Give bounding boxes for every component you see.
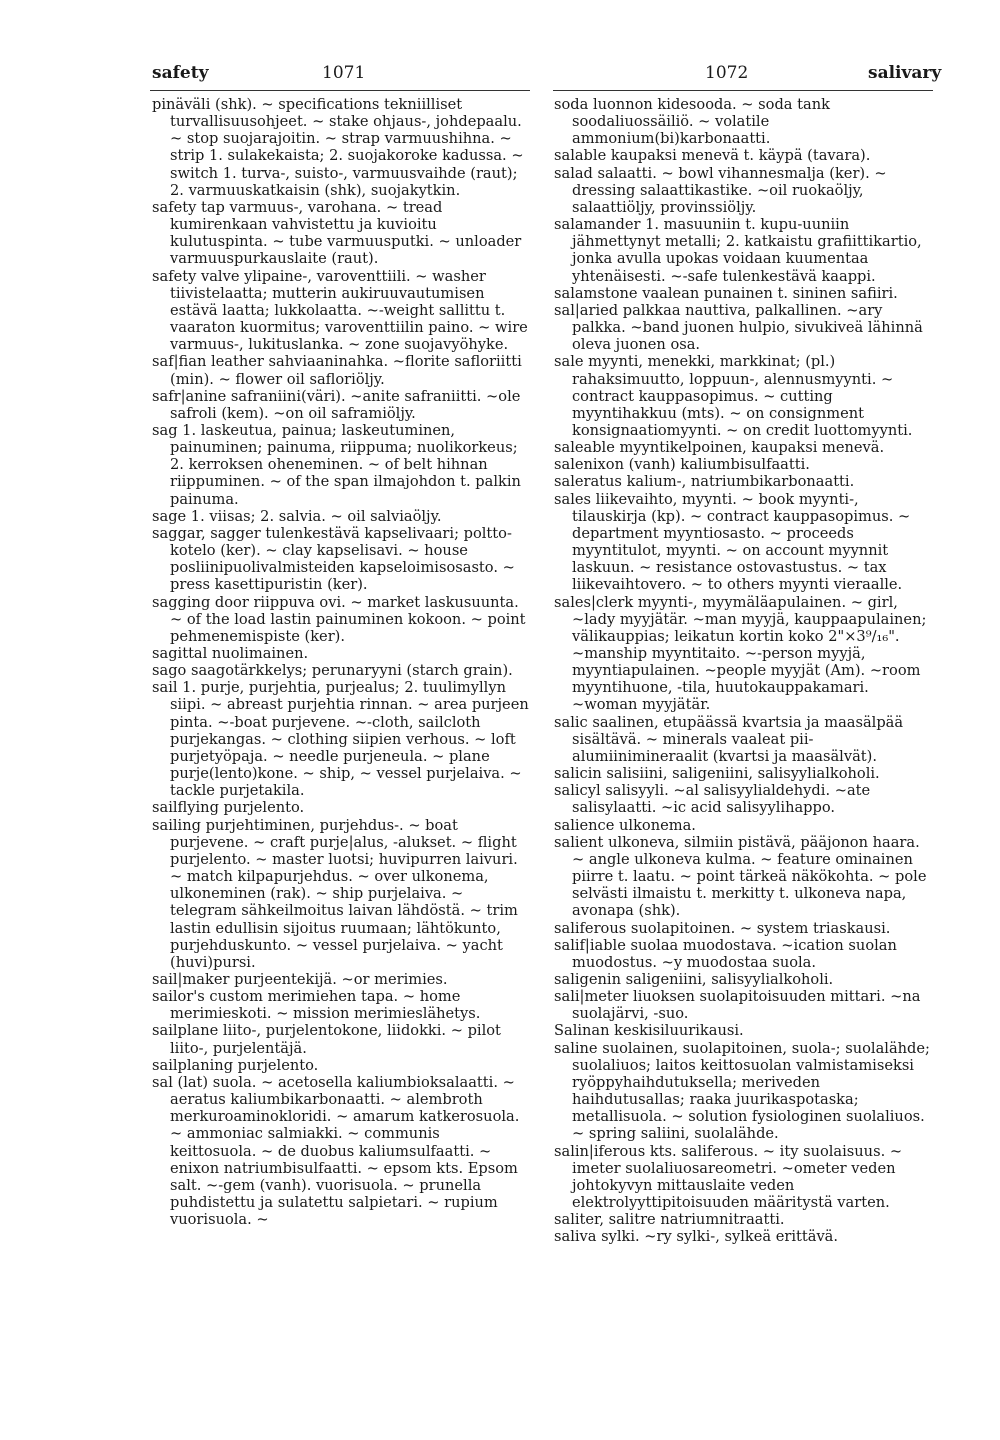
header-rule-right — [553, 90, 933, 91]
dictionary-entry: pinäväli (shk). ~ specifications tekniilliset turvallisuusohjeet. ~ stake ohjaus-, johdepaalu. ~ stop suojarajoitin. ~ strap varmuushihna. ~ strip 1. sulakekaista; 2. suojakoroke kadussa. ~ switch 1. turva-, suisto-, varmuusvaihde (raut); 2. varmuuskatkaisin (shk), suojakytkin. — [152, 96, 524, 199]
dictionary-entry: salience ulkonema. — [554, 816, 696, 834]
dictionary-entry: sagging door riippuva ovi. ~ market laskusuunta. ~ of the load lastin painuminen kokoon. ~ point pehmenemispiste (ker). — [152, 593, 526, 645]
dictionary-entry: sal|aried palkkaa nauttiva, palkallinen. ~ary palkka. ~band juonen hulpio, sivukiveä lähinnä oleva juonen osa. — [554, 301, 923, 354]
dictionary-entry: salamstone vaalean punainen t. sininen safiiri. — [554, 284, 898, 302]
dictionary-entry: saliferous suolapitoinen. ~ system triaskausi. — [554, 919, 891, 937]
dictionary-entry: safety valve ylipaine-, varoventtiili. ~ washer tiivistelaatta; mutterin aukiruuvautumisen estävä laatta; lukkolaatta. ~-weight sallittu t. vaaraton kuormitus; varoventtiilin paino. ~ wire varmuus-, lukituslanka. ~ zone suojavyöhyke. — [152, 267, 528, 354]
dictionary-entry: sago saagotärkkelys; perunaryyni (starch grain). — [152, 662, 513, 680]
dictionary-entry: sail|maker purjeentekijä. ~or merimies. — [152, 970, 448, 988]
dictionary-entry: salicyl salisyyli. ~al salisyylialdehydi. ~ate salisylaatti. ~ic acid salisyylihappo. — [554, 782, 871, 817]
dictionary-entry: saggar, sagger tulenkestävä kapselivaari; polttokotelo (ker). ~ clay kapselisavi. ~ house posliinipuolivalmisteiden kapseloimisosasto. ~ press kasettipuristin (ker). — [152, 524, 515, 594]
dictionary-entry: sag 1. laskeutua, painua; laskeutuminen, painuminen; painuma, riippuma; nuolikorkeus; 2. kerroksen oheneminen. ~ of belt hihnan riippuminen. ~ of the span ilmajohdon t. palkin painuma. — [152, 421, 521, 508]
header-left-page-number: 1071 — [322, 63, 366, 83]
dictionary-entry: salient ulkoneva, silmiin pistävä, pääjonon haara. ~ angle ulkoneva kulma. ~ feature ominainen piirre t. laatu. ~ point tärkeä näkökohta. ~ pole selvästi ilmaistu t. merkitty t. ulkoneva napa, avonapa (shk). — [554, 833, 927, 920]
dictionary-entry: salic saalinen, etupäässä kvartsia ja maasälpää sisältävä. ~ minerals vaaleat pii-alumiinimineraalit (kvartsi ja maasälvät). — [554, 713, 904, 765]
dictionary-entry: saline suolainen, suolapitoinen, suola-; suolalähde; suolaliuos; laitos keittosuolan valmistamiseksi ryöppyhaihdutuksella; meriveden haihdutusallas; raaka juurikaspotaska; metallisuola. ~ solution fysiologinen suolaliuos. ~ spring saliini, suolalähde. — [554, 1039, 930, 1143]
dictionary-entry: saligenin saligeniini, salisyylialkoholi. — [554, 970, 834, 988]
dictionary-entry: sailing purjehtiminen, purjehdus-. ~ boat purjevene. ~ craft purje|alus, -alukset. ~ flight purjelento. ~ master luotsi; huvipurren laivuri. ~ match kilpapurjehdus. ~ over ulkonema, ulkoneminen (rak). ~ ship purjelaiva. ~ telegram sähkeilmoitus laivan lähdöstä. ~ trim lastin edullisin sijoitus ruumaan; lähtökunto, purjehduskunto. ~ vessel purjelaiva. ~ yacht (huvi)pursi. — [152, 816, 518, 971]
header-right-word: salivary — [868, 63, 942, 83]
dictionary-entry: soda luonnon kidesooda. ~ soda tank soodaliuossäiliö. ~ volatile ammonium(bi)karbonaatti. — [554, 96, 830, 148]
header-rule-left — [150, 90, 530, 91]
dictionary-entry: saliter, salitre natriumnitraatti. — [554, 1211, 785, 1229]
dictionary-entry: sales|clerk myynti-, myymäläapulainen. ~ girl, ~lady myyjätär. ~man myyjä, kauppaapulainen; välikauppias; leikatun kortin koko 2"×3⁹/₁₆". ~manship myyntitaito. ~-person myyjä, myyntiapulainen. ~people myyjät (Am). ~room myyntihuone, -tila, huutokauppakamari. ~woman myyjätär. — [554, 593, 927, 714]
dictionary-entry: sale myynti, menekki, markkinat; (pl.) rahaksimuutto, loppuun-, alennusmyynti. ~ contract kauppasopimus. ~ cutting myyntihakkuu (mts). ~ on consignment konsignaatiomyynti. ~ on credit luottomyynti. — [554, 353, 913, 439]
dictionary-entry: sali|meter liuoksen suolapitoisuuden mittari. ~na suolajärvi, -suo. — [554, 988, 921, 1023]
dictionary-entry: saleable myyntikelpoinen, kaupaksi menevä. — [554, 439, 885, 457]
dictionary-entry: sail 1. purje, purjehtia, purjealus; 2. tuulimyllyn siipi. ~ abreast purjehtia rinnan. ~ area purjeen pinta. ~-boat purjevene. ~-cloth, sailcloth purjekangas. ~ clothing siipien verhous. ~ loft purjetyöpaja. ~ needle purjeneula. ~ plane purje(lento)kone. ~ ship, ~ vessel purjelaiva. ~ tackle purjetakila. — [152, 679, 529, 800]
dictionary-entry: salenixon (vanh) kaliumbisulfaatti. — [554, 456, 810, 474]
dictionary-entry: saliva sylki. ~ry sylki-, sylkeä erittävä. — [554, 1228, 839, 1246]
dictionary-entry: safety tap varmuus-, varohana. ~ tread kumirenkaan vahvistettu ja kuvioitu kulutuspinta. ~ tube varmuusputki. ~ unloader varmuuspurkauslaite (raut). — [152, 198, 522, 268]
right-column — [554, 96, 932, 1245]
dictionary-entry: salable kaupaksi menevä t. käypä (tavara). — [554, 147, 871, 165]
dictionary-entry: sagittal nuolimainen. — [152, 645, 309, 662]
dictionary-entry: sailplaning purjelento. — [152, 1056, 319, 1074]
dictionary-entry: sage 1. viisas; 2. salvia. ~ oil salviaöljy. — [152, 507, 442, 525]
dictionary-entry: Salinan keskisiluurikausi. — [554, 1022, 744, 1040]
dictionary-entry: sailplane liito-, purjelentokone, liidokki. ~ pilot liito-, purjelentäjä. — [152, 1022, 501, 1057]
dictionary-entry: saf|fian leather sahviaaninahka. ~florite safloriitti (min). ~ flower oil safloriöljy. — [152, 353, 522, 388]
dictionary-entry: sal (lat) suola. ~ acetosella kaliumbioksalaatti. ~ aeratus kaliumbikarbonaatti. ~ alembroth merkuroaminokloridi. ~ amarum katkerosuola. ~ ammoniac salmiakki. ~ communis keittosuola. ~ de duobus kaliumsulfaatti. ~ enixon natriumbisulfaatti. ~ epsom kts. Epsom salt. ~-gem (vanh). vuorisuola. ~ prunella puhdistettu ja sulatettu salpietari. ~ rupium vuorisuola. ~ — [152, 1073, 520, 1229]
dictionary-entry: sailflying purjelento. — [152, 799, 305, 817]
dictionary-entry: salif|iable suolaa muodostava. ~ication suolan muodostus. ~y muodostaa suola. — [554, 936, 897, 971]
dictionary-entry: salicin salisiini, saligeniini, salisyylialkoholi. — [554, 765, 880, 783]
dictionary-entry: salamander 1. masuuniin t. kupu-uuniin jähmettynyt metalli; 2. katkaistu grafiittikartio, jonka avulla upokas voidaan kuumentaa yhtenäisesti. ~-safe tulenkestävä kaappi. — [554, 216, 922, 285]
dictionary-entry: sales liikevaihto, myynti. ~ book myynti-, tilauskirja (kp). ~ contract kauppasopimus. ~ department myyntiosasto. ~ proceeds myyntitulot, myynti. ~ on account myynnit laskuun. ~ resistance ostovastustus. ~ tax liikevaihtovero. ~ to others myynti vieraalle. — [554, 490, 911, 594]
dictionary-entry: sailor's custom merimiehen tapa. ~ home merimieskoti. ~ mission merimieslähetys. — [152, 988, 481, 1023]
dictionary-entry: saleratus kalium-, natriumbikarbonaatti. — [554, 473, 855, 491]
dictionary-entry: salin|iferous kts. saliferous. ~ ity suolaisuus. ~ imeter suolaliuosareometri. ~ometer veden johtokyvyn mittauslaite veden elektrolyyttipitoisuuden määritystä varten. — [554, 1142, 903, 1211]
left-column — [152, 96, 530, 1228]
dictionary-entry: safr|anine safraniini(väri). ~anite safraniitti. ~ole safroli (kem). ~on oil saframiöljy. — [152, 387, 521, 422]
header-right-page-number: 1072 — [705, 63, 749, 83]
dictionary-entry: salad salaatti. ~ bowl vihannesmalja (ker). ~ dressing salaattikastike. ~oil ruokaöljy, salaattiöljy, provinssiöljy. — [554, 164, 887, 216]
header-left-word: safety — [152, 63, 209, 83]
